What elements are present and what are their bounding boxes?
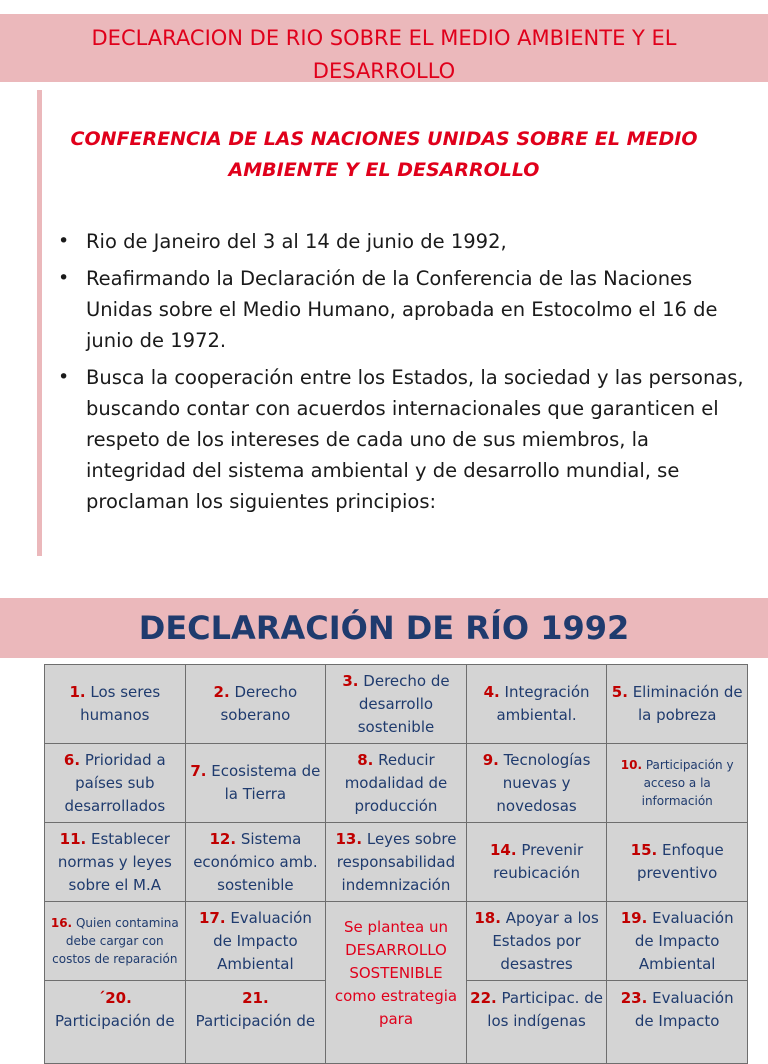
principle-cell bbox=[45, 902, 186, 981]
principle-text: Evaluación de Impacto Ambiental bbox=[634, 908, 734, 973]
principle-text: Apoyar a los Estados por desastres bbox=[492, 908, 599, 973]
sustainable-development-note: Se plantea un DESARROLLO SOSTENIBLE como estrategia para bbox=[326, 902, 467, 1064]
principle-number: 14. bbox=[490, 841, 517, 859]
principle-cell bbox=[326, 744, 467, 823]
bullet-text: Reafirmando la Declaración de la Conferencia de las Naciones Unidas sobre el Medio Humano, aprobada en Estocolmo el 16 de junio de 1972. bbox=[86, 267, 718, 352]
bullet-icon: • bbox=[58, 267, 70, 289]
principle-text: Reducir modalidad de producción bbox=[344, 750, 448, 815]
principle-text: Participación de bbox=[195, 1012, 316, 1030]
principle-number: 1. bbox=[69, 683, 86, 701]
principle-number: 22. bbox=[470, 989, 497, 1007]
principle-number: 8. bbox=[357, 750, 374, 769]
principle-number: 21. bbox=[242, 989, 269, 1007]
principle-cell bbox=[607, 902, 748, 981]
principle-text: Sistema económico amb. sostenible bbox=[193, 829, 318, 894]
principle-number: 17. bbox=[198, 908, 226, 927]
bullet-item bbox=[56, 226, 746, 257]
bullet-text: Busca la cooperación entre los Estados, la sociedad y las personas, buscando contar con acuerdos internacionales que garanticen el respeto de los intereses de cada uno de sus miembros, la integridad del sistema ambiental y de desarrollo mundial, se proclaman los siguientes principios: bbox=[86, 366, 744, 513]
principle-cell bbox=[326, 823, 467, 902]
principle-number: 4. bbox=[483, 683, 500, 701]
principle-cell bbox=[45, 823, 186, 902]
principle-text: Eliminación de la pobreza bbox=[632, 683, 743, 724]
principle-text: Los seres humanos bbox=[80, 683, 161, 724]
principle-number: 6. bbox=[63, 750, 81, 769]
principle-cell bbox=[466, 744, 607, 823]
principle-text: Derecho soberano bbox=[220, 683, 298, 724]
principle-number: 11. bbox=[59, 829, 87, 848]
principle-number: 7. bbox=[190, 762, 207, 780]
table-row bbox=[45, 902, 748, 981]
principle-number: 18. bbox=[474, 908, 501, 927]
principle-text: Tecnologías nuevas y novedosas bbox=[496, 750, 591, 815]
principle-cell bbox=[607, 981, 748, 1064]
principle-cell bbox=[607, 665, 748, 744]
principle-number: 23. bbox=[620, 989, 648, 1007]
slide-1-title: DECLARACION DE RIO SOBRE EL MEDIO AMBIENTE Y EL DESARROLLO bbox=[91, 26, 677, 83]
principle-cell bbox=[607, 744, 748, 823]
principle-text: Enfoque preventivo bbox=[637, 841, 724, 882]
principle-cell bbox=[607, 823, 748, 902]
principle-number: 5. bbox=[611, 683, 628, 701]
principle-number: 3. bbox=[342, 671, 359, 690]
table-row bbox=[45, 665, 748, 744]
bullet-item bbox=[56, 362, 746, 517]
table-row bbox=[45, 744, 748, 823]
principle-cell bbox=[185, 665, 326, 744]
principle-number: 2. bbox=[213, 683, 230, 701]
principle-text: Participación de bbox=[55, 1012, 175, 1030]
principle-text: Derecho de desarrollo sostenible bbox=[357, 671, 450, 736]
principle-cell bbox=[466, 981, 607, 1064]
principle-text: Participac. de los indígenas bbox=[487, 989, 603, 1030]
principle-cell bbox=[466, 665, 607, 744]
principle-cell bbox=[466, 902, 607, 981]
principle-cell bbox=[466, 823, 607, 902]
slide-2-title: DECLARACIÓN DE RÍO 1992 bbox=[138, 609, 630, 647]
principle-text: Establecer normas y leyes sobre el M.A bbox=[57, 829, 172, 894]
bullet-text: Rio de Janeiro del 3 al 14 de junio de 1992, bbox=[86, 230, 507, 253]
principle-number: 9. bbox=[482, 750, 499, 769]
principle-text: Leyes sobre responsabilidad indemnización bbox=[336, 829, 457, 894]
bullet-list bbox=[56, 226, 746, 523]
principle-number: 12. bbox=[209, 829, 237, 848]
principles-table bbox=[44, 664, 748, 1064]
principle-cell bbox=[185, 902, 326, 981]
principle-cell bbox=[326, 665, 467, 744]
principle-cell bbox=[45, 744, 186, 823]
principle-number: 16. bbox=[50, 916, 73, 930]
principle-text: Ecosistema de la Tierra bbox=[211, 762, 321, 803]
table-row bbox=[45, 823, 748, 902]
principle-text: Evaluación de Impacto Ambiental bbox=[213, 908, 312, 973]
slide-1-subtitle: CONFERENCIA DE LAS NACIONES UNIDAS SOBRE EL MEDIO AMBIENTE Y EL DESARROLLO bbox=[70, 128, 698, 181]
principle-cell bbox=[185, 823, 326, 902]
principle-text: Integración ambiental. bbox=[496, 683, 590, 724]
principle-cell bbox=[45, 665, 186, 744]
principle-number: 10. bbox=[620, 758, 643, 772]
principle-cell bbox=[185, 981, 326, 1064]
principle-number: 15. bbox=[630, 841, 658, 859]
principle-cell bbox=[45, 981, 186, 1064]
principle-text: Evaluación de Impacto bbox=[634, 989, 734, 1030]
bullet-icon: • bbox=[58, 366, 70, 388]
left-accent-rule bbox=[37, 90, 42, 556]
principle-number: 13. bbox=[335, 829, 363, 848]
principle-number: ´20. bbox=[97, 989, 132, 1007]
principle-text: Prevenir reubicación bbox=[493, 841, 584, 882]
principle-text: Participación y acceso a la información bbox=[641, 758, 734, 808]
bullet-icon: • bbox=[58, 230, 70, 252]
principle-text: Prioridad a países sub desarrollados bbox=[64, 750, 166, 815]
principle-text: Quien contamina debe cargar con costos de reparación bbox=[52, 916, 179, 966]
principle-number: 19. bbox=[620, 908, 648, 927]
slide-2 bbox=[0, 598, 768, 1030]
bullet-item bbox=[56, 263, 746, 356]
principle-cell bbox=[185, 744, 326, 823]
slide-gap bbox=[0, 556, 768, 598]
